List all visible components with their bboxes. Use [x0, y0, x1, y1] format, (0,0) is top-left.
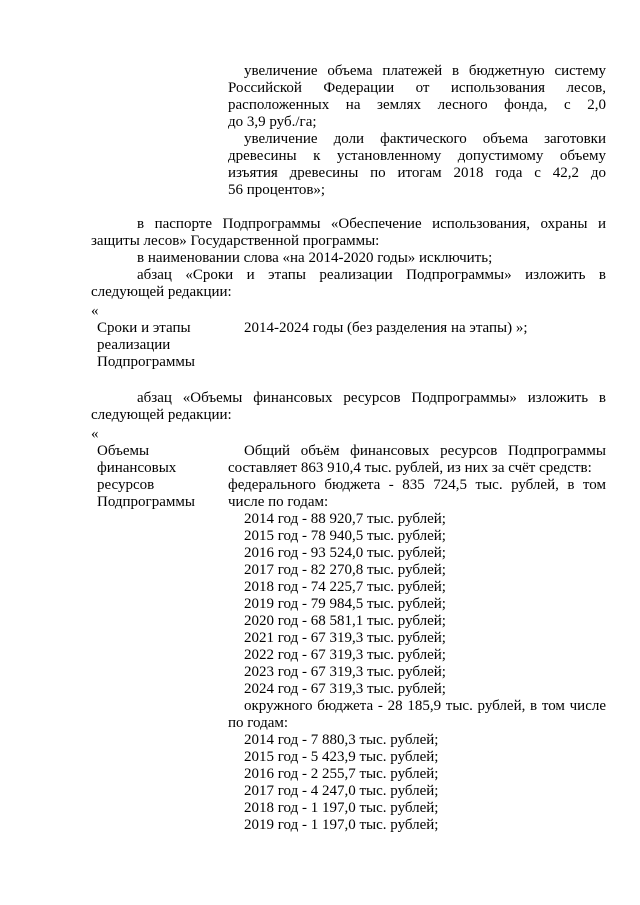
federal-year-line: 2017 год - 82 270,8 тыс. рублей;	[244, 562, 446, 578]
district-year-line: 2015 год - 5 423,9 тыс. рублей;	[244, 749, 439, 765]
terms-label: Сроки и этапы	[97, 320, 191, 336]
quote-open-mark: «	[91, 426, 99, 442]
federal-year-line: 2014 год - 88 920,7 тыс. рублей;	[244, 511, 446, 527]
top-line: 56 процентов»;	[228, 182, 326, 198]
terms-label: Подпрограммы	[97, 354, 195, 370]
federal-year-line: 2022 год - 67 319,3 тыс. рублей;	[244, 647, 446, 663]
top-line: изъятия древесины по итогам 2018 года с 42,2 до	[228, 165, 606, 181]
volumes-label: финансовых	[97, 460, 177, 476]
top-line: увеличение доли фактического объема заготовки	[244, 131, 606, 147]
federal-year-line: 2021 год - 67 319,3 тыс. рублей;	[244, 630, 446, 646]
volumes-label: Объемы	[97, 443, 150, 459]
terms-value: 2014-2024 годы (без разделения на этапы) »;	[244, 320, 528, 336]
federal-year-line: 2018 год - 74 225,7 тыс. рублей;	[244, 579, 446, 595]
volumes-text-line: числе по годам:	[228, 494, 329, 510]
terms-label: реализации	[97, 337, 171, 353]
volumes-intro-line: абзац «Объемы финансовых ресурсов Подпрограммы» изложить в	[137, 390, 606, 406]
district-total-line: окружного бюджета - 28 185,9 тыс. рублей, в том числе	[244, 698, 606, 714]
district-year-line: 2017 год - 4 247,0 тыс. рублей;	[244, 783, 439, 799]
passport-line: в паспорте Подпрограммы «Обеспечение использования, охраны и	[137, 216, 606, 232]
passport-line: в наименовании слова «на 2014-2020 годы» исключить;	[137, 250, 493, 266]
volumes-label: Подпрограммы	[97, 494, 195, 510]
federal-year-line: 2019 год - 79 984,5 тыс. рублей;	[244, 596, 446, 612]
volumes-intro-line: следующей редакции:	[91, 407, 232, 423]
top-line: до 3,9 руб./га;	[228, 114, 317, 130]
volumes-text-line: составляет 863 910,4 тыс. рублей, из них за счёт средств:	[228, 460, 592, 476]
top-line: Российской Федерации от использования лесов,	[228, 80, 606, 96]
district-year-line: 2019 год - 1 197,0 тыс. рублей;	[244, 817, 439, 833]
district-year-line: 2016 год - 2 255,7 тыс. рублей;	[244, 766, 439, 782]
top-line: увеличение объема платежей в бюджетную систему	[244, 63, 606, 79]
federal-year-line: 2020 год - 68 581,1 тыс. рублей;	[244, 613, 446, 629]
district-year-line: 2018 год - 1 197,0 тыс. рублей;	[244, 800, 439, 816]
top-line: древесины к установленному допустимому объему	[228, 148, 606, 164]
district-total-line: по годам:	[228, 715, 289, 731]
volumes-text-line: Общий объём финансовых ресурсов Подпрограммы	[244, 443, 606, 459]
volumes-label: ресурсов	[97, 477, 155, 493]
passport-line: защиты лесов» Государственной программы:	[91, 233, 380, 249]
district-year-line: 2014 год - 7 880,3 тыс. рублей;	[244, 732, 439, 748]
volumes-text-line: федерального бюджета - 835 724,5 тыс. рублей, в том	[228, 477, 606, 493]
top-line: расположенных на землях лесного фонда, с 2,0	[228, 97, 606, 113]
federal-year-line: 2023 год - 67 319,3 тыс. рублей;	[244, 664, 446, 680]
federal-year-line: 2024 год - 67 319,3 тыс. рублей;	[244, 681, 446, 697]
passport-line: следующей редакции:	[91, 284, 232, 300]
federal-year-line: 2015 год - 78 940,5 тыс. рублей;	[244, 528, 446, 544]
passport-line: абзац «Сроки и этапы реализации Подпрограммы» изложить в	[137, 267, 606, 283]
quote-open-mark: «	[91, 303, 99, 319]
federal-year-line: 2016 год - 93 524,0 тыс. рублей;	[244, 545, 446, 561]
